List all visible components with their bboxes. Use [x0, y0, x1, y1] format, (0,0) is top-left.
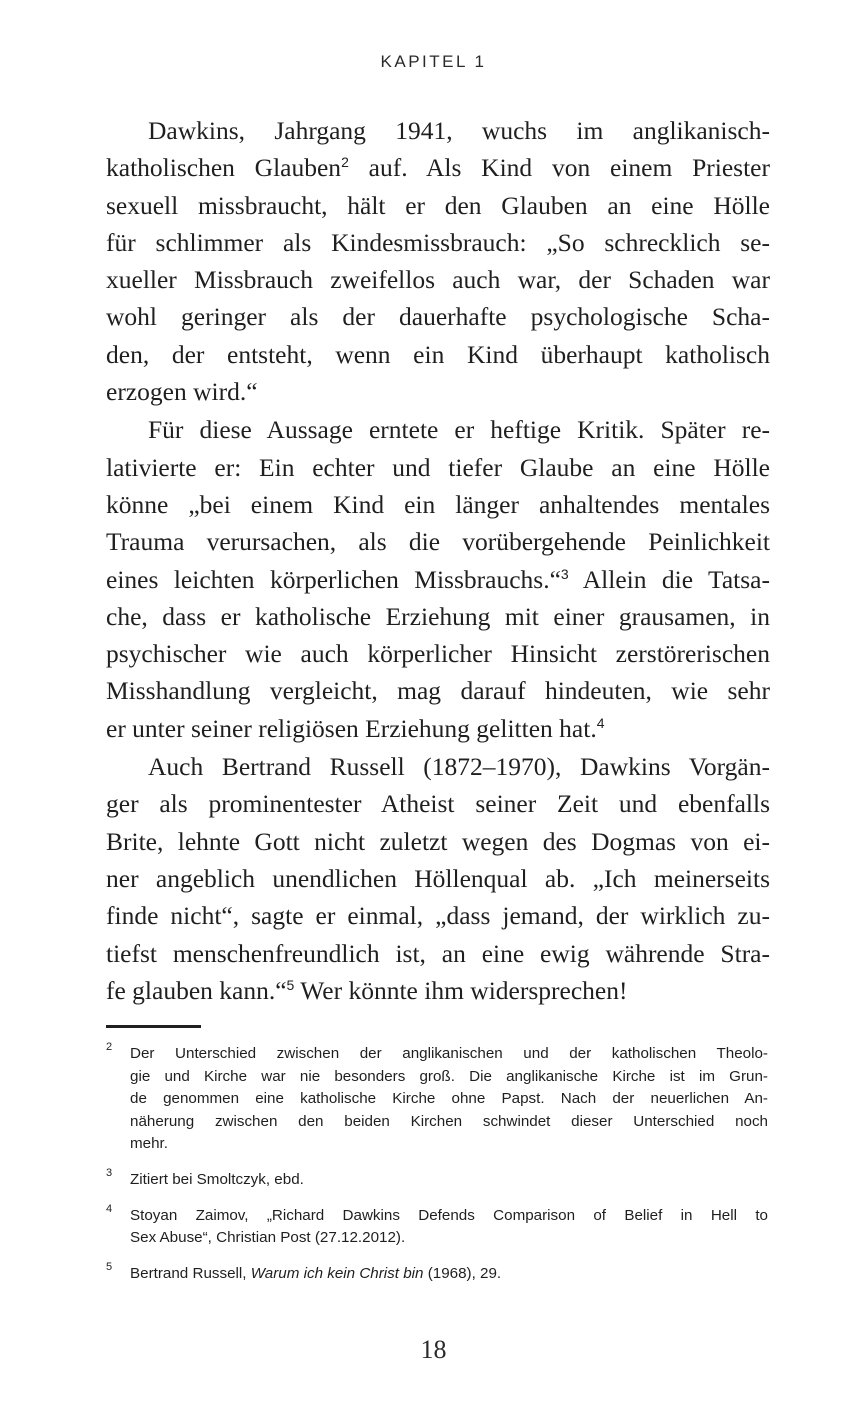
footnote-5 [106, 1260, 768, 1286]
footnote-line [130, 1263, 768, 1286]
paragraph-2 [106, 411, 770, 747]
citation-title: Warum ich kein Christ bin [250, 1264, 424, 1282]
text-line: ger als prominentester Atheist seiner Zeit und ebenfalls [106, 789, 770, 819]
text-line: für schlimmer als Kindesmissbrauch: „So schrecklich se- [106, 227, 770, 257]
running-head: KAPITEL 1 [380, 52, 487, 71]
text-line: tiefst menschenfreundlich ist, an eine ewig währende Stra- [106, 938, 770, 968]
footnote-line: näherung zwischen den beiden Kirchen schwindet dieser Unterschied noch [130, 1112, 768, 1130]
text-line: wohl geringer als der dauerhafte psychologische Scha- [106, 302, 770, 332]
footnotes [106, 1043, 768, 1298]
footnote-line: mehr. [130, 1135, 168, 1153]
footnote-ref[interactable]: 2 [341, 154, 349, 171]
text-line: Misshandlung vergleicht, mag darauf hindeuten, wie sehr [106, 676, 770, 706]
text-line: Trauma verursachen, als die vorübergehende Peinlichkeit [106, 527, 770, 557]
text-line: könne „bei einem Kind ein länger anhaltendes mentales [106, 489, 770, 519]
citation-author: Bertrand Russell, [130, 1264, 251, 1282]
text-line: fe glauben kann.“$^5$ Wer könnte ihm widersprechen! [106, 975, 628, 1005]
text-line: erzogen wird.“ [106, 377, 258, 407]
paragraph-1 [106, 112, 770, 410]
body-text [106, 112, 770, 1009]
footnote-3 [106, 1166, 768, 1192]
citation-details: (1968), 29. [423, 1264, 502, 1282]
text-line: katholischen Glauben$^2$ auf. Als Kind von einem Priester [106, 153, 770, 183]
text-line: xueller Missbrauch zweifellos auch war, der Schaden war [106, 265, 770, 295]
footnote-line: Der Unterschied zwischen der anglikanischen und der katholischen Theolo- [130, 1045, 768, 1062]
page-number: 18 [420, 1335, 447, 1364]
footnote-4 [106, 1202, 768, 1250]
footnote-line: de genommen eine katholische Kirche ohne Papst. Nach der neuerlichen An- [130, 1090, 768, 1108]
text-line: Dawkins, Jahrgang 1941, wuchs im anglikanisch- [148, 116, 770, 145]
text-line: er unter seiner religiösen Erziehung gelitten hat.$^4$ [106, 713, 605, 743]
footnote-ref[interactable]: 5 [286, 976, 295, 993]
text-line: lativierte er: Ein echter und tiefer Glaube an eine Hölle [106, 452, 770, 482]
text-line: eines leichten körperlichen Missbrauchs.“$^3$ Allein die Tatsa- [106, 564, 770, 594]
text-line: psychischer wie auch körperlicher Hinsicht zerstörerischen [106, 639, 770, 669]
footnote-ref[interactable]: 4 [596, 714, 605, 731]
footnote-ref[interactable]: 3 [560, 565, 569, 582]
footnote-2 [106, 1043, 768, 1156]
text-line: Auch Bertrand Russell (1872–1970), Dawkins Vorgän- [148, 752, 770, 782]
footnote-number: 4 [106, 1202, 113, 1215]
text-line: finde nicht“, sagte er einmal, „dass jemand, der wirklich zu- [106, 901, 770, 931]
text-line: ner angeblich unendlichen Höllenqual ab. „Ich meinerseits [106, 863, 770, 893]
footnote-number: 2 [106, 1041, 113, 1053]
footnote-line: Sex Abuse“, Christian Post (27.12.2012). [130, 1229, 406, 1247]
footnote-divider [106, 1025, 201, 1028]
text-line: Brite, lehnte Gott nicht zuletzt wegen des Dogmas von ei- [106, 826, 770, 856]
footnote-line: Zitiert bei Smoltczyk, ebd. [130, 1170, 304, 1188]
footnote-number: 5 [106, 1260, 113, 1273]
text-line: Für diese Aussage erntete er heftige Kritik. Später re- [148, 415, 770, 445]
footnote-line: gie und Kirche war nie besonders groß. Die anglikanische Kirche ist im Grun- [130, 1067, 768, 1085]
footnote-number: 3 [106, 1166, 113, 1179]
footnote-line: Stoyan Zaimov, „Richard Dawkins Defends Comparison of Belief in Hell to [130, 1206, 768, 1224]
text-line: den, der entsteht, wenn ein Kind überhaupt katholisch [106, 339, 770, 369]
paragraph-3 [106, 748, 770, 1009]
text-line: che, dass er katholische Erziehung mit einer grausamen, in [106, 601, 770, 631]
text-line: sexuell missbraucht, hält er den Glauben an eine Hölle [106, 190, 770, 220]
